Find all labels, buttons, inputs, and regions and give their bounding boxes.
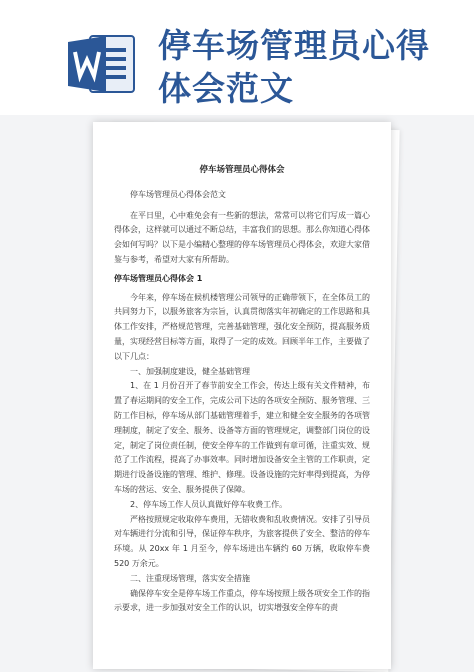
title-banner <box>0 0 474 115</box>
document-body <box>114 163 370 616</box>
banner-title-line-2: 体会范文 <box>158 69 294 108</box>
paragraph-2: 严格按照规定收取停车费用，无错收费和乱收费情况。安排了引导员对车辆进行分流和引导，保证停车秩序，为旅客提供了安全、整洁的停车环境。从 20xx 年 1 月至今，停车场进出车辆约 60 万辆，收取停车费 520 万余元。 <box>114 514 370 568</box>
heading-2: 二、注重现场管理，落实安全措施 <box>130 573 250 583</box>
word-document-icon <box>68 32 138 96</box>
paragraph-1: 今年来，停车场在候机楼管理公司领导的正确带领下，在全体员工的共同努力下，以服务旅客为宗旨，认真贯彻落实年初确定的工作思路和具体工作安排，严格规范管理，完善基础管理，强化安全预防，提高服务质量，实现经营目标等方面，取得了一定的成效。回顾半年工作，主要做了以下几点： <box>114 292 370 361</box>
section-heading: 停车场管理员心得体会 1 <box>114 273 203 283</box>
document-title: 停车场管理员心得体会 <box>199 165 285 175</box>
intro-paragraph: 在平日里，心中难免会有一些新的想法，常常可以将它们写成一篇心得体会，这样就可以通过不断总结，丰富我们的思想。那么你知道心得体会如何写吗？以下是小编精心整理的停车场管理员心得体会，欢迎大家借鉴与参考，希望对大家有所帮助。 <box>114 210 370 264</box>
document-subtitle: 停车场管理员心得体会范文 <box>130 189 226 199</box>
heading-1: 一、加强制度建设，健全基础管理 <box>130 366 250 376</box>
item-2: 2、停车场工作人员认真做好停车收费工作。 <box>130 499 288 509</box>
banner-title <box>158 24 458 110</box>
item-1: 1、在 1 月份召开了春节前安全工作会，传达上级有关文件精神，布置了春运期间的安全工作，完成公司下达的各项安全预防、服务管理、三防工作目标，停车场从部门基础管理着手，建立和健全安全服务的各项管理制度，制定了安全、服务、设备等方面的管理规定，调整部门岗位的设定，制定了岗位责任制，使安全停车的工作做到有章可循，注重实效、规范了工作流程，提高了办事效率。同时增加设备安全主管的工作职责，定期进行设备设施的管理、维护、修理。设备设施的完好率得到提高，为停车场的营运、安全、服务提供了保障。 <box>114 381 370 494</box>
paragraph-3: 确保停车安全是停车场工作重点，停车场按照上级各项安全工作的指示要求，进一步加强对安全工作的认识，切实增强安全停车的责 <box>114 588 370 613</box>
banner-title-line-1: 停车场管理员心得 <box>158 26 430 65</box>
document-page <box>93 122 391 669</box>
